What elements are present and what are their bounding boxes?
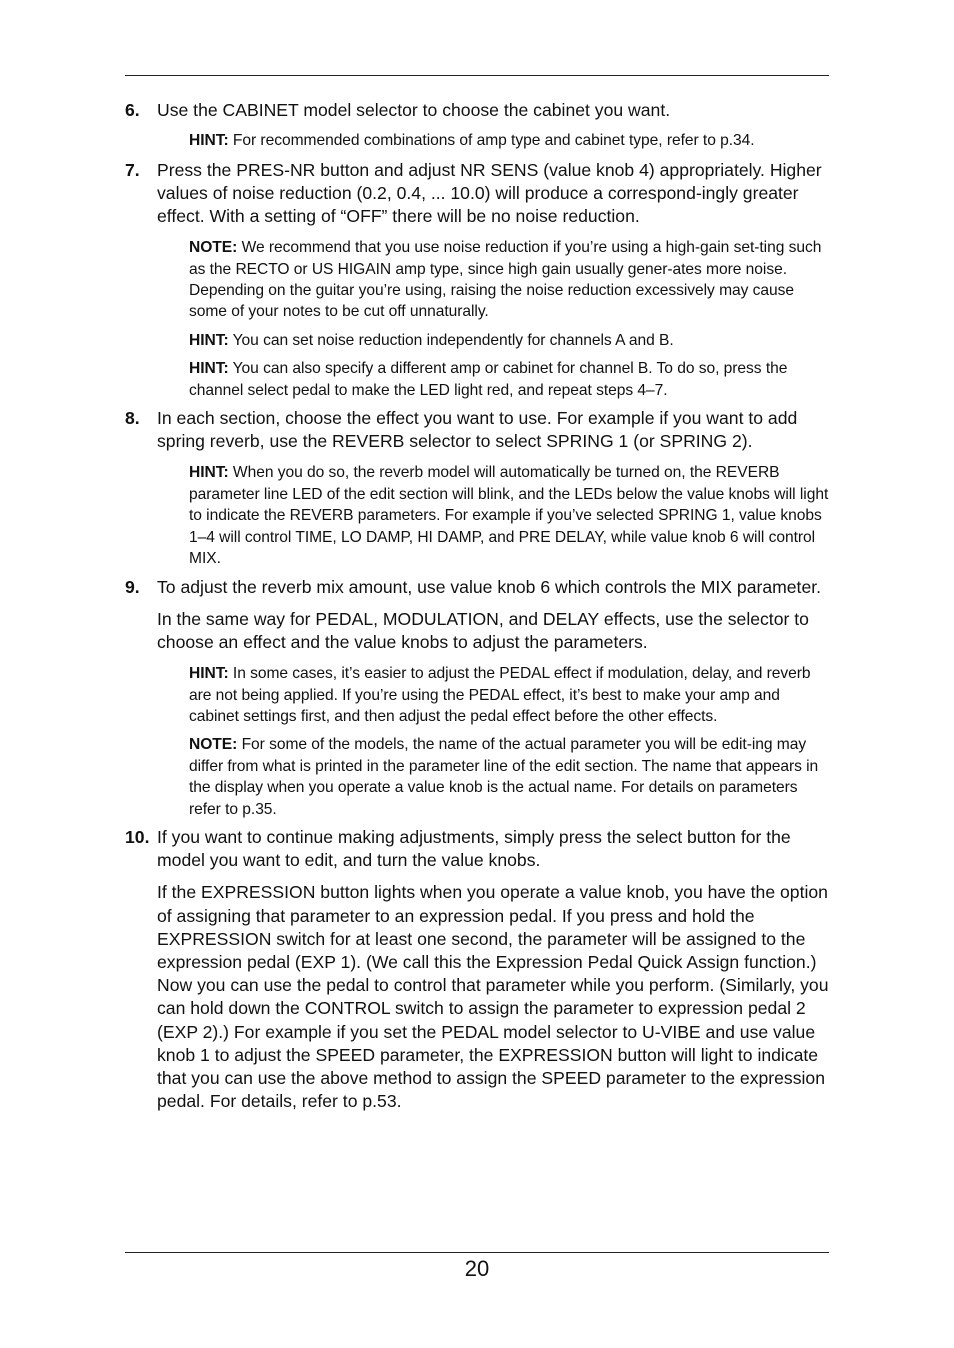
hint-note bbox=[125, 462, 829, 569]
note-label: HINT: bbox=[189, 132, 229, 150]
page-body bbox=[125, 99, 829, 1113]
step-7 bbox=[125, 159, 829, 229]
step-8 bbox=[125, 407, 829, 453]
step-text: In each section, choose the effect you want to use. For example if you want to add spring reverb, use the REVERB selector to select SPRING 1 (or SPRING 2). bbox=[157, 408, 798, 452]
note-text: When you do so, the reverb model will automatically be turned on, the REVERB parameter line LED of the edit section will blink, and the LEDs below the value knobs will light to indicate the REVERB parameters. For example if you’ve selected SPRING 1, value knobs 1–4 will control TIME, LO DAMP, HI DAMP, and PRE DELAY, while value knob 6 will control MIX. bbox=[189, 464, 829, 568]
note-note bbox=[125, 734, 829, 820]
note-label: NOTE: bbox=[189, 239, 238, 257]
step-paragraph: In the same way for PEDAL, MODULATION, and DELAY effects, use the selector to choose an effect and the value knobs to adjust the parameters. bbox=[157, 608, 809, 652]
step-number: 6. bbox=[125, 100, 140, 120]
note-label: HINT: bbox=[189, 464, 229, 482]
step-9 bbox=[125, 576, 829, 599]
step-paragraph: If the EXPRESSION button lights when you operate a value knob, you have the option of assigning that parameter to an expression pedal. If you press and hold the EXPRESSION switch for at least one second, the parameter will be assigned to the expression pedal (EXP 1). (We call this the Expression Pedal Quick Assign function.) Now you can use the pedal to control that parameter while you perform. (Similarly, you can hold down the CONTROL switch to assign the parameter to expression pedal 2 (EXP 2).) For example if you set the PEDAL model selector to U-VIBE and use value knob 1 to adjust the SPEED parameter, the EXPRESSION button will light to indicate that you can use the above method to assign the SPEED parameter to the expression pedal. For details, refer to p.53. bbox=[157, 882, 829, 1112]
step-text: To adjust the reverb mix amount, use value knob 6 which controls the MIX parameter. bbox=[157, 576, 822, 597]
step-number: 7. bbox=[125, 159, 140, 180]
step-text: Use the CABINET model selector to choose the cabinet you want. bbox=[157, 100, 671, 120]
step-text: Press the PRES-NR button and adjust NR SENS (value knob 4) appropriately. Higher values of noise reduction (0.2, 0.4, ... 10.0) will produce a correspond-ingly greater effect. With a setting of “OFF” there will be no noise reduction. bbox=[157, 159, 822, 227]
step-number: 9. bbox=[125, 576, 140, 597]
note-text: In some cases, it’s easier to adjust the PEDAL effect if modulation, delay, and reverb are not being applied. If you’re using the PEDAL effect, it’s best to make your amp and cabinet settings first, and then adjust the pedal effect before the other effects. bbox=[189, 665, 811, 725]
note-text: We recommend that you use noise reduction if you’re using a high-gain set-ting such as the RECTO or US HIGAIN amp type, since high gain usually gener-ates more noise. Depending on the guitar you’re using, raising the noise reduction excessively may cause some of your notes to be cut off unnaturally. bbox=[189, 239, 822, 321]
note-text: For some of the models, the name of the actual parameter you will be edit-ing may differ from what is printed in the parameter line of the edit section. The name that appears in the display when you operate a value knob is the actual name. For details on parameters refer to p.35. bbox=[189, 736, 819, 818]
note-label: HINT: bbox=[189, 331, 229, 349]
note-text: For recommended combinations of amp type and cabinet type, refer to p.34. bbox=[232, 132, 755, 150]
step-number: 8. bbox=[125, 408, 140, 429]
step-6 bbox=[125, 99, 829, 122]
note-label: NOTE: bbox=[189, 736, 238, 754]
hint-note bbox=[125, 663, 829, 727]
note-label: HINT: bbox=[189, 665, 229, 683]
hint-note bbox=[125, 130, 829, 151]
note-text: You can also specify a different amp or cabinet for channel B. To do so, press the channel select pedal to make the LED light red, and repeat steps 4–7. bbox=[189, 360, 788, 399]
hint-note bbox=[125, 330, 829, 351]
hint-note bbox=[125, 358, 829, 401]
step-10 bbox=[125, 826, 829, 872]
note-text: You can set noise reduction independently for channels A and B. bbox=[232, 331, 674, 349]
header-rule bbox=[125, 75, 829, 76]
page-number: 20 bbox=[464, 1256, 490, 1281]
step-text: If you want to continue making adjustments, simply press the select button for the model you want to edit, and turn the value knobs. bbox=[157, 826, 791, 871]
footer-rule bbox=[125, 1252, 829, 1253]
note-label: HINT: bbox=[189, 360, 229, 378]
step-number: 10. bbox=[125, 826, 150, 847]
note-note bbox=[125, 237, 829, 323]
